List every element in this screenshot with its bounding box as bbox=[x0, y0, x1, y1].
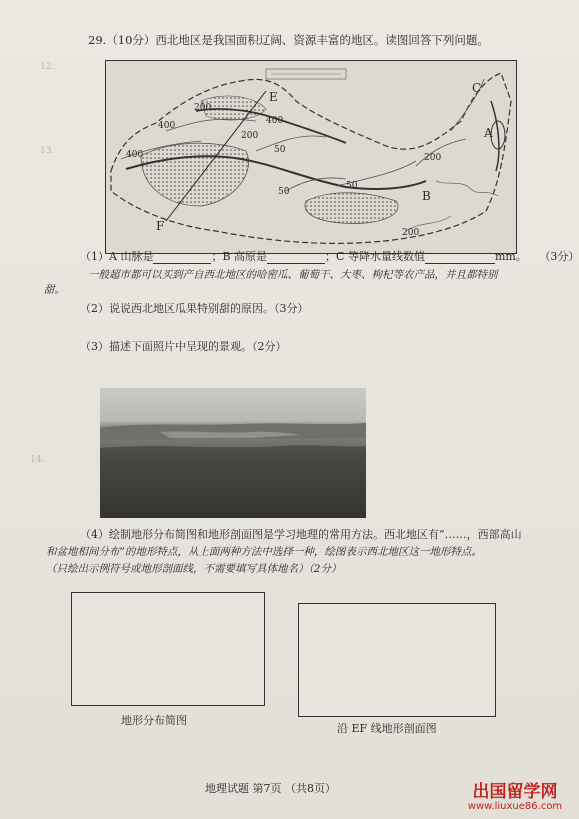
map-label-C: C bbox=[472, 81, 482, 95]
q1-score: （3分） bbox=[544, 250, 579, 263]
isoline-label: 50 bbox=[278, 187, 290, 197]
page-footer: 地理试题 第7页 （共8页） bbox=[205, 782, 336, 795]
isoline-label: 50 bbox=[274, 145, 286, 155]
q1-unit: mm。 bbox=[494, 250, 527, 263]
terrain-distribution-sketch-box[interactable] bbox=[71, 592, 265, 706]
isoline-label: 400 bbox=[126, 150, 144, 160]
q1-mid: ；B 高原是 bbox=[211, 250, 268, 263]
q1-paragraph-line2: 甜。 bbox=[44, 284, 65, 296]
question-4-line3: （只绘出示例符号或地形剖面线，不需要填写具体地名）（2分） bbox=[46, 563, 342, 575]
q1-mid2: ；C 等降水量线数值 bbox=[325, 250, 425, 263]
answer-blank-A[interactable] bbox=[153, 252, 211, 264]
map-drawing bbox=[106, 61, 516, 253]
bleed-through-text: 14. bbox=[30, 455, 45, 465]
isoline-label: 400 bbox=[266, 116, 284, 126]
answer-blank-C[interactable] bbox=[425, 252, 495, 264]
question-29-header: 29.（10分）西北地区是我国面积辽阔、资源丰富的地区。读图回答下列问题。 bbox=[88, 33, 489, 47]
question-4-line1: （4）绘制地形分布简图和地形剖面图是学习地理的常用方法。西北地区有“……，西部高山 bbox=[80, 528, 522, 541]
map-label-A: A bbox=[484, 126, 493, 140]
q1-prefix: （1）A 山脉是 bbox=[80, 250, 154, 263]
isoline-label: 200 bbox=[402, 228, 420, 238]
isoline-label: 400 bbox=[158, 121, 176, 131]
isoline-label: 200 bbox=[194, 103, 212, 113]
caption-left: 地形分布简图 bbox=[121, 714, 187, 727]
bleed-through-text: 12. bbox=[40, 62, 55, 72]
ef-profile-sketch-box[interactable] bbox=[298, 603, 496, 717]
answer-blank-B[interactable] bbox=[267, 252, 325, 264]
map-label-B: B bbox=[422, 189, 431, 203]
site-watermark bbox=[455, 783, 575, 815]
watermark-url: www.liuxue86.com bbox=[467, 801, 563, 812]
map-label-F: F bbox=[156, 219, 165, 233]
isoline-label: 50 bbox=[346, 181, 358, 191]
question-3: （3）描述下面照片中呈现的景观。（2分） bbox=[80, 340, 287, 353]
question-2: （2）说说西北地区瓜果特别甜的原因。（3分） bbox=[80, 302, 309, 315]
photo-drawing bbox=[100, 388, 366, 518]
isoline-label: 200 bbox=[241, 131, 259, 141]
landscape-photo bbox=[100, 388, 366, 518]
isoline-label: 200 bbox=[424, 153, 442, 163]
bleed-through-text: 13. bbox=[40, 146, 55, 156]
watermark-title: 出国留学网 bbox=[472, 782, 558, 802]
q1-paragraph-line1: 一般超市都可以买到产自西北地区的哈密瓜、葡萄干、大枣、枸杞等农产品，并且都特别 bbox=[88, 269, 498, 281]
map-label-E: E bbox=[269, 90, 278, 104]
northwest-china-map bbox=[105, 60, 517, 254]
question-1 bbox=[80, 250, 579, 264]
caption-right: 沿 EF 线地形剖面图 bbox=[337, 722, 437, 735]
question-4-line2: 和盆地相间分布”的地形特点，从上面两种方法中选择一种，绘图表示西北地区这一地形特点。 bbox=[46, 546, 482, 558]
